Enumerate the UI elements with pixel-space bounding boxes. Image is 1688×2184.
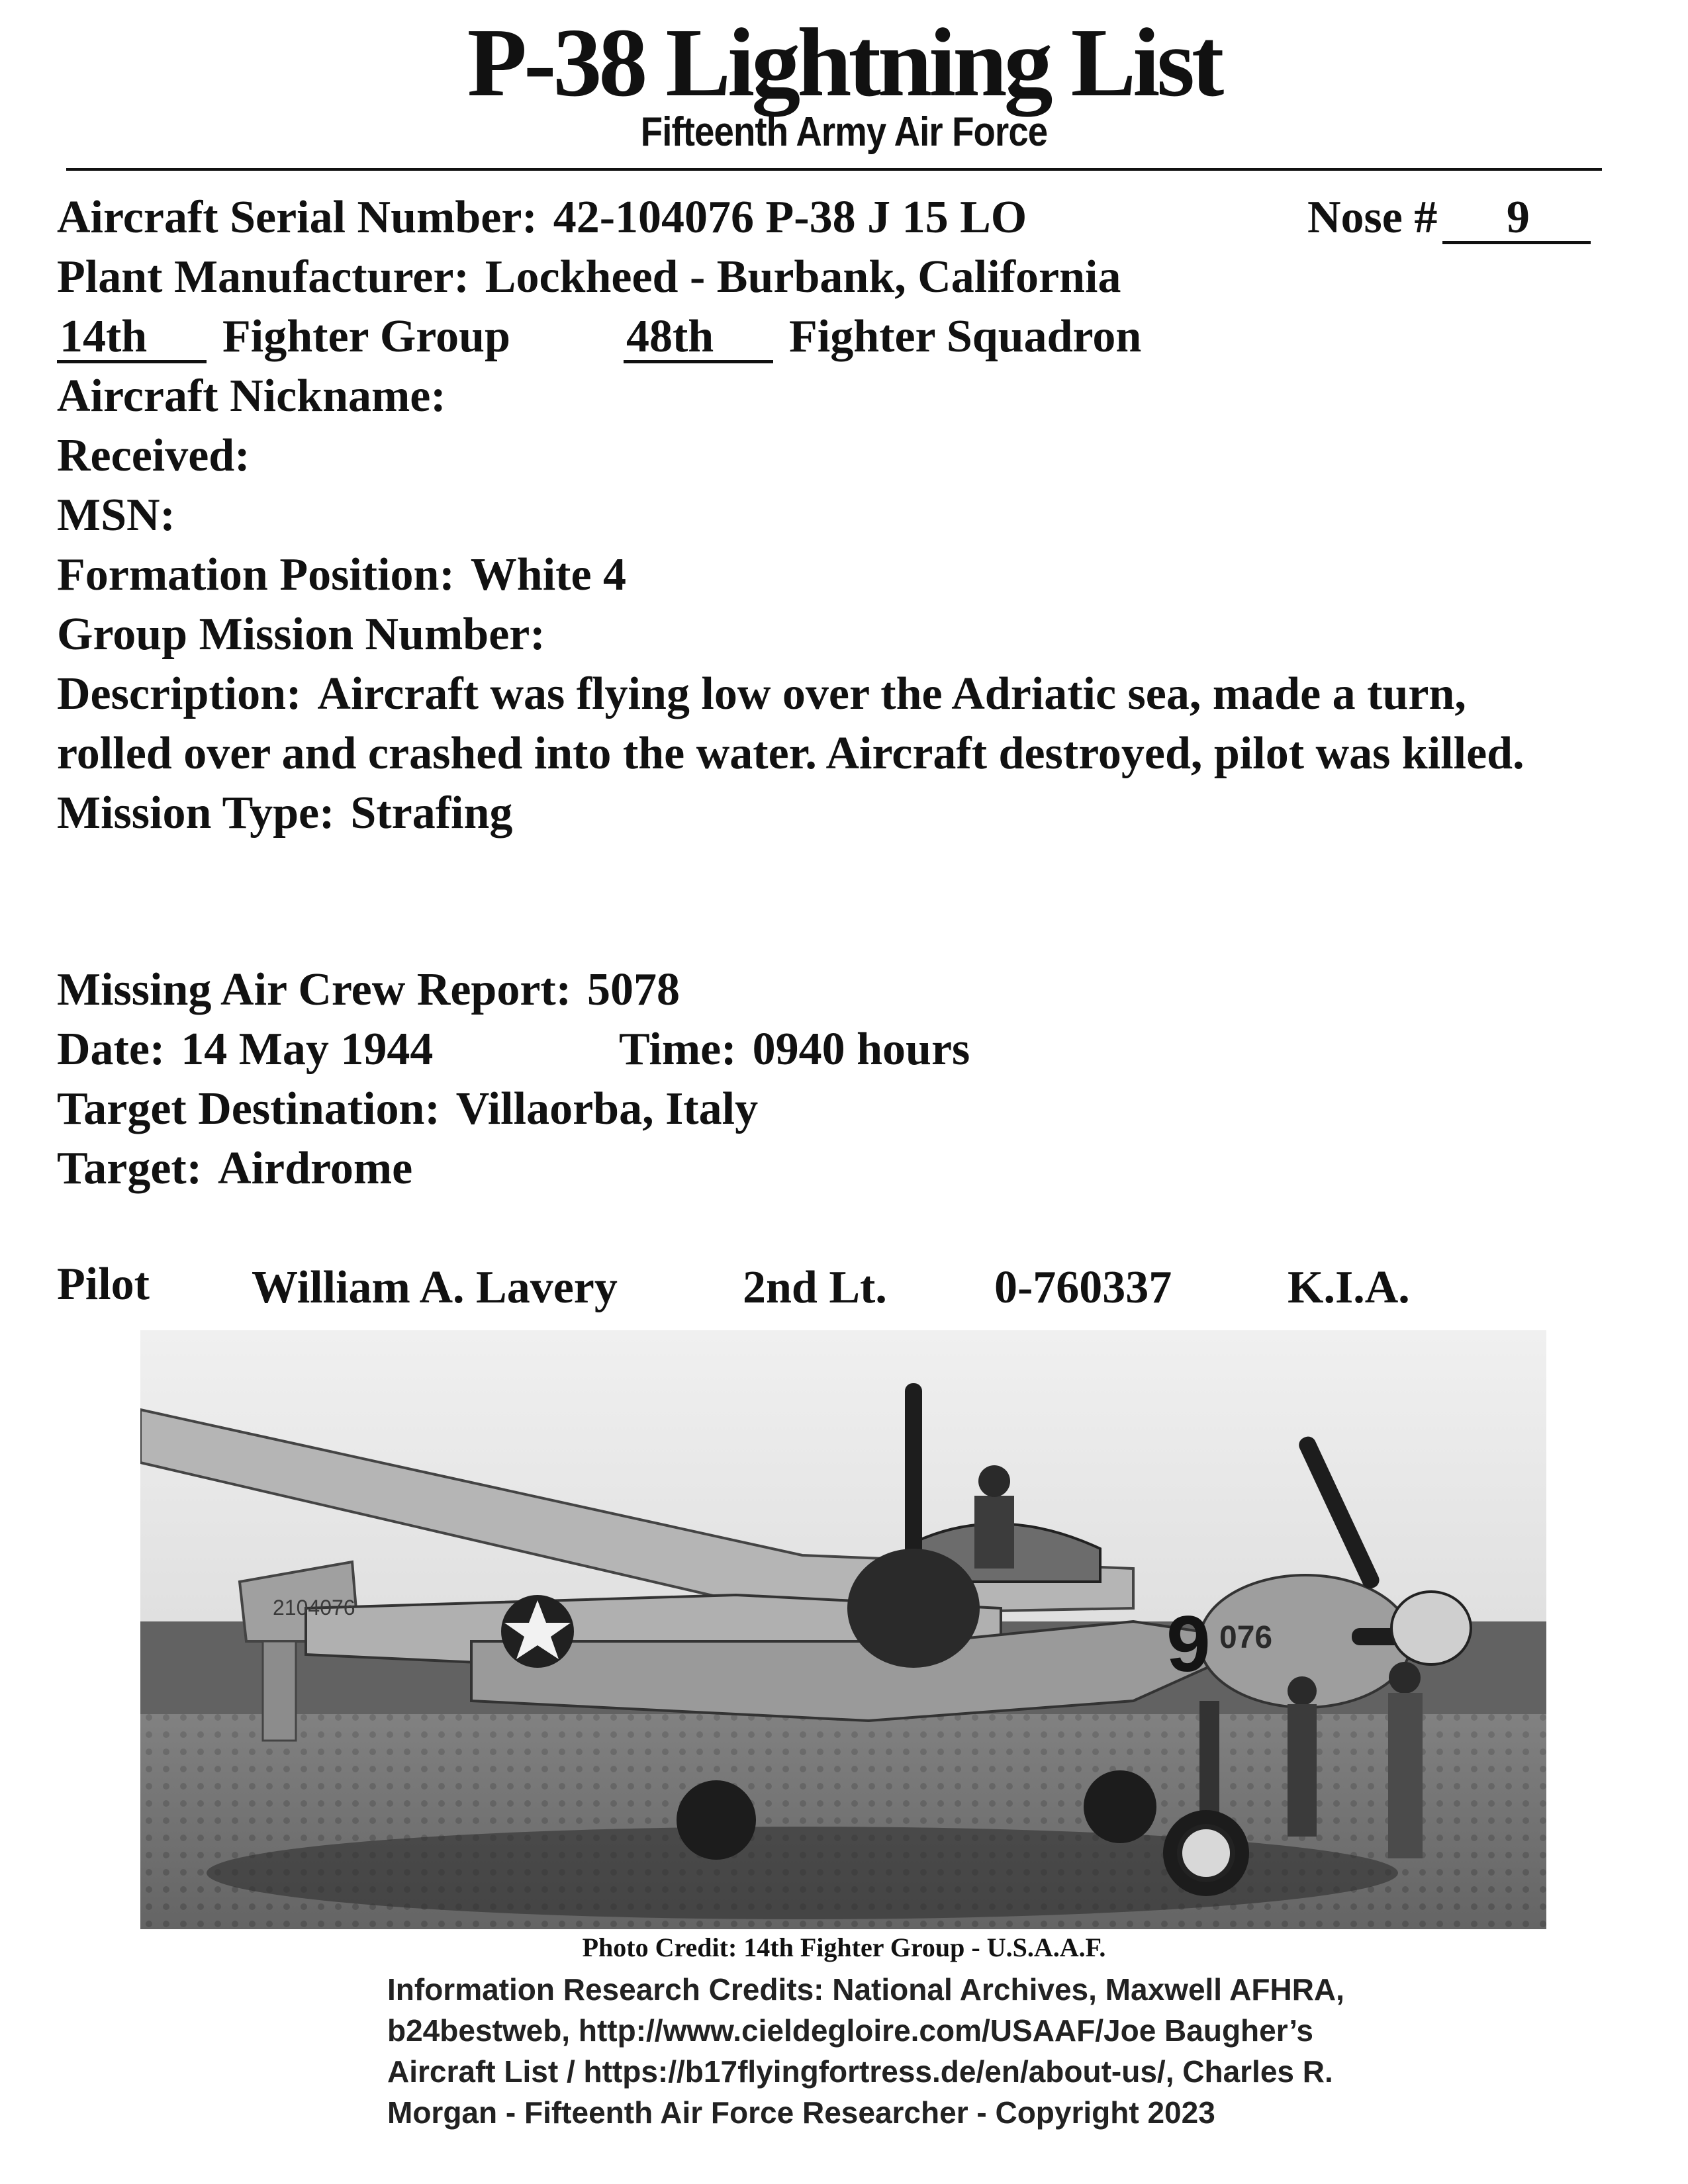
macr-label: Missing Air Crew Report: <box>57 964 572 1015</box>
group-label: Fighter Group <box>222 311 510 362</box>
received-label: Received: <box>57 430 250 481</box>
pilot-name: William A. Lavery <box>252 1262 618 1313</box>
page-title: P-38 Lightning List <box>467 9 1221 117</box>
received-row <box>57 429 250 483</box>
manufacturer-label: Plant Manufacturer: <box>57 251 469 302</box>
squadron-row <box>624 310 1141 364</box>
target-value: Airdrome <box>218 1143 413 1194</box>
nose-value: 9 <box>1442 195 1591 244</box>
group-row <box>57 310 510 364</box>
group-mission-row <box>57 608 545 662</box>
date-label: Date: <box>57 1024 165 1075</box>
pilot-rank: 2nd Lt. <box>743 1262 887 1313</box>
msn-label: MSN: <box>57 490 175 541</box>
mission-type-row <box>57 786 512 841</box>
credits-line-2: b24bestweb, http://www.cieldegloire.com/USAAF/Joe Baugher’s <box>387 2013 1314 2048</box>
nose-row <box>1307 191 1591 245</box>
page-subtitle: Fifteenth Army Air Force <box>640 109 1048 155</box>
mission-type-value: Strafing <box>350 788 513 839</box>
photo-credit: Photo Credit: 14th Fighter Group - U.S.A.A.F. <box>582 1933 1106 1962</box>
description-line-1: Aircraft was flying low over the Adriatic sea, made a turn, <box>317 668 1466 719</box>
squadron-value: 48th <box>624 314 773 363</box>
serial-value: 42-104076 P-38 J 15 LO <box>553 192 1027 243</box>
mission-type-label: Mission Type: <box>57 788 335 839</box>
nickname-label: Aircraft Nickname: <box>57 371 446 422</box>
manufacturer-row <box>57 250 1121 304</box>
description-label: Description: <box>57 668 302 719</box>
target-destination-label: Target Destination: <box>57 1083 440 1134</box>
squadron-label: Fighter Squadron <box>789 311 1142 362</box>
target-destination-value: Villaorba, Italy <box>455 1083 759 1134</box>
research-credits <box>387 1969 1347 2133</box>
description-line-2: rolled over and crashed into the water. Aircraft destroyed, pilot was killed. <box>57 728 1524 779</box>
group-mission-label: Group Mission Number: <box>57 609 545 660</box>
tail-serial-text: 2104076 <box>273 1596 355 1619</box>
pilot-status: K.I.A. <box>1288 1262 1410 1313</box>
nickname-row <box>57 369 446 424</box>
serial-label: Aircraft Serial Number: <box>57 192 538 243</box>
header-divider <box>66 168 1602 171</box>
manufacturer-value: Lockheed - Burbank, California <box>485 251 1121 302</box>
date-row <box>57 1023 433 1077</box>
nose-number-text: 076 <box>1219 1620 1273 1655</box>
formation-value: White 4 <box>470 549 627 600</box>
nose-marking-text: 9 <box>1166 1600 1211 1688</box>
macr-value: 5078 <box>587 964 680 1015</box>
aircraft-photo <box>140 1330 1546 1929</box>
serial-row <box>57 191 1027 245</box>
macr-row <box>57 963 680 1017</box>
target-destination-row <box>57 1082 758 1136</box>
target-row <box>57 1142 412 1196</box>
credits-line-1: Information Research Credits: National Archives, Maxwell AFHRA, <box>387 1972 1344 2007</box>
credits-line-3: Aircraft List / https://b17flyingfortress.de/en/about-us/, Charles R. <box>387 2054 1333 2089</box>
target-label: Target: <box>57 1143 203 1194</box>
credits-line-4: Morgan - Fifteenth Air Force Researcher - Copyright 2023 <box>387 2095 1215 2130</box>
nose-label: Nose # <box>1307 192 1438 243</box>
description-row <box>57 667 1466 721</box>
msn-row <box>57 488 175 543</box>
formation-row <box>57 548 626 602</box>
group-value: 14th <box>57 314 207 363</box>
pilot-serial: 0-760337 <box>994 1262 1172 1313</box>
date-value: 14 May 1944 <box>181 1024 434 1075</box>
pilot-role: Pilot <box>57 1259 150 1310</box>
formation-label: Formation Position: <box>57 549 455 600</box>
time-label: Time: <box>619 1024 737 1075</box>
time-value: 0940 hours <box>752 1024 970 1075</box>
time-row <box>619 1023 970 1077</box>
